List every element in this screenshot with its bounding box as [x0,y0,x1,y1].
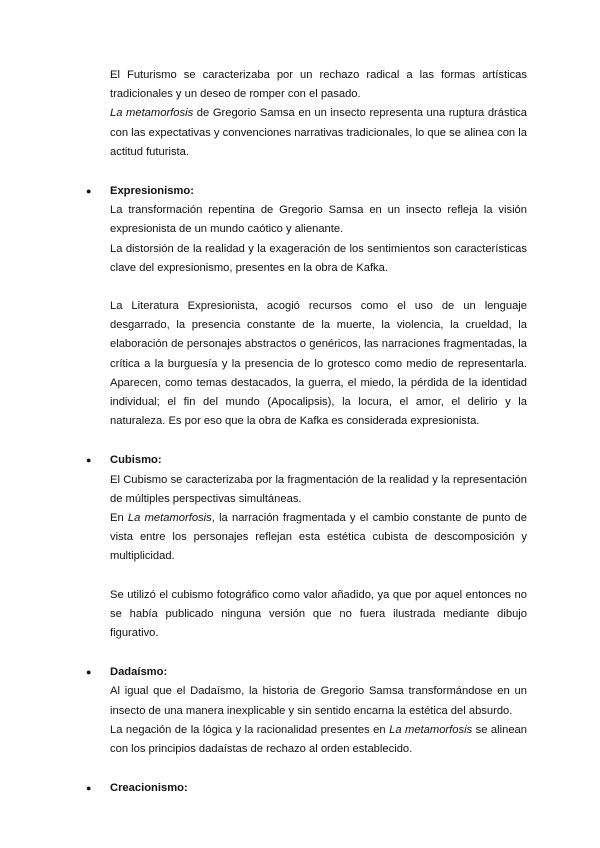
expresionismo-paragraph-2: La distorsión de la realidad y la exageración de los sentimientos son características clave del expresionismo, presentes en la obra de Kafka. [110,242,527,274]
cubismo-paragraph-3: Se utilizó el cubismo fotográfico como valor añadido, ya que por aquel entonces no se había publicado ninguna versión que no fuera ilustrada mediante dibujo figurativo. [110,588,527,640]
expresionismo-paragraph-1: La transformación repentina de Gregorio Samsa en un insecto refleja la visión expresionista de un mundo caótico y alienante. [110,204,527,236]
futurismo-paragraph-2-text: de Gregorio Samsa en un insecto representa una ruptura drástica con las expectativas y convenciones narrativas tradicionales, lo que se alinea con la actitud futurista. [110,107,527,158]
bullet-icon: ● [86,667,92,678]
dadaismo-paragraph-2-pre: La negación de la lógica y la racionalidad presentes en [110,723,390,736]
cubismo-paragraph-2-pre: En [110,512,128,525]
dadaismo-paragraph-2-text: se alinean con los principios dadaístas de rechazo al orden establecido. [110,723,527,756]
section-heading-expresionismo [86,182,527,201]
expresionismo-paragraph-3: La Literatura Expresionista, acogió recursos como el uso de un lenguaje desgarrado, la presencia constante de la muerte, la violencia, la crueldad, la elaboración de personajes abstractos o genéricos, las narraciones fragmentadas, la crítica a la burguesía y la presencia de lo grotesco como medio de representarla. Aparecen, como temas destacados, la guerra, el miedo, la pérdida de la identidad individual; el fin del mundo (Apocalipsis), la locura, el amor, el delirio y la naturaleza. Es por eso que la obra de Kafka es considerada expresionista. [110,300,527,428]
document-body [86,66,527,799]
bullet-icon: ● [86,783,92,794]
section-heading-cubismo [86,451,527,470]
section-heading-dadaismo [86,663,527,682]
futurismo-paragraph-1: El Futurismo se caracterizaba por un rechazo radical a las formas artísticas tradicionales y un deseo de romper con el pasado. [110,69,527,101]
heading-text: Creacionismo: [110,782,188,795]
bullet-icon: ● [86,186,92,197]
dadaismo-paragraph-2 [110,721,527,759]
section-heading-creacionismo [86,779,527,798]
heading-text: Dadaísmo: [110,666,168,679]
cubismo-paragraph-1: El Cubismo se caracterizaba por la fragmentación de la realidad y la representación de múltiples perspectivas simultáneas. [110,473,527,505]
book-title: La metamorfosis [127,512,212,525]
book-title: La metamorfosis [389,723,473,736]
dadaismo-paragraph-1: Al igual que el Dadaísmo, la historia de Gregorio Samsa transformándose en un insecto de una manera inexplicable y sin sentido encarna la estética del absurdo. [110,685,527,717]
bullet-icon: ● [86,455,92,466]
heading-text: Expresionismo: [110,185,194,198]
cubismo-paragraph-2-text: , la narración fragmentada y el cambio constante de punto de vista entre los personajes reflejan esta estética cubista de descomposición y multiplicidad. [110,512,527,563]
heading-text: Cubismo: [110,454,162,467]
cubismo-paragraph-2 [110,509,527,567]
futurismo-paragraph-2 [110,104,527,162]
book-title: La metamorfosis [110,107,194,120]
